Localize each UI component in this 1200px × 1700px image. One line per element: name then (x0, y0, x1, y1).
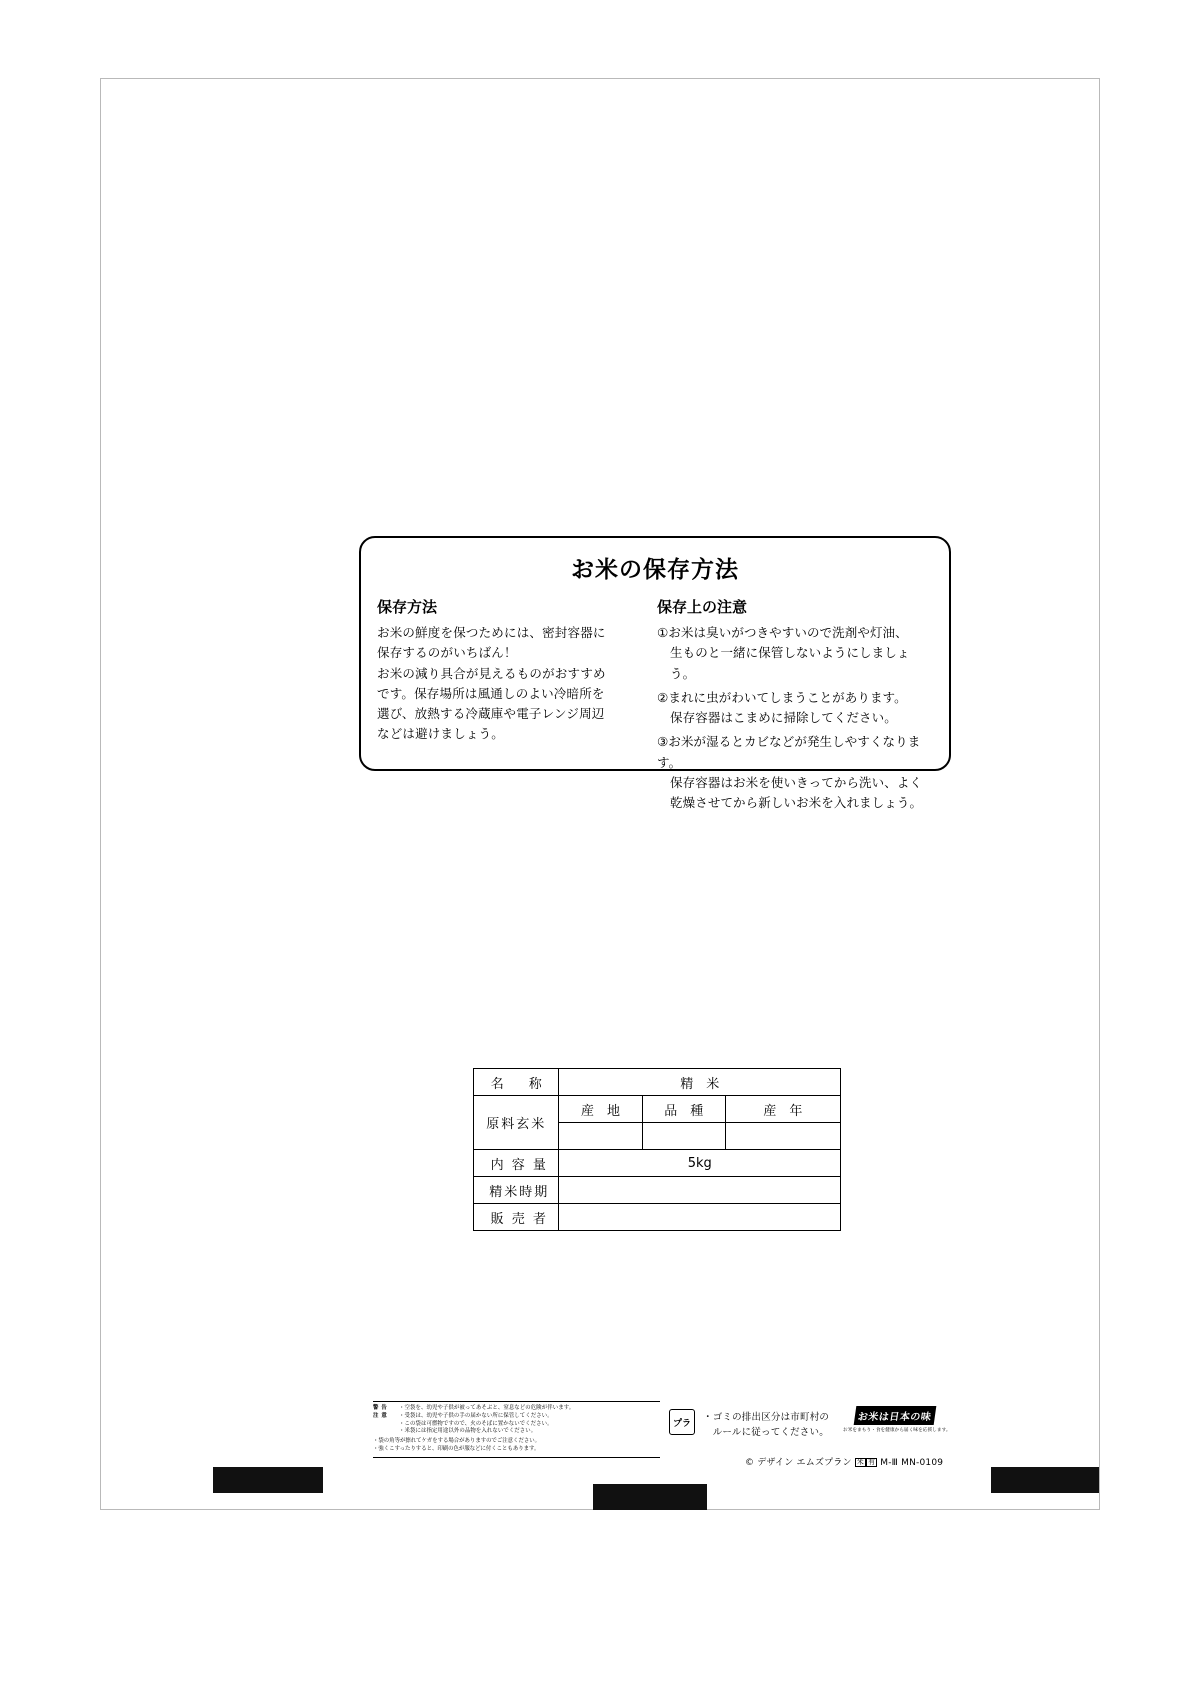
table-row-name (474, 1069, 841, 1096)
garbage-disposal-text (703, 1411, 829, 1440)
caution-note-2-line1: ②まれに虫がわいてしまうことがあります。 (657, 689, 907, 705)
storage-panel-columns (361, 596, 949, 817)
warning-tag-chui: 注意 (373, 1412, 390, 1419)
brand-logo-text: お米は日本の味 (854, 1406, 936, 1425)
warning-chui-line-2: ・この袋は可燃物ですので、火のそばに置かないでください。 (399, 1420, 553, 1427)
cell-header-variety: 品 種 (642, 1096, 725, 1123)
warning-tag-keikoku: 警告 (373, 1405, 390, 1411)
cell-header-origin: 産 地 (559, 1096, 642, 1123)
cell-seller-label: 販 売 者 (474, 1204, 559, 1231)
warning-keikoku-line-1: ・空袋を、幼児や子供が被ってあそぶと、窒息などの危険が伴います。 (399, 1405, 575, 1411)
cell-name-value: 精 米 (559, 1069, 841, 1096)
warning-extra-lines (373, 1437, 660, 1453)
registration-bar-right (991, 1467, 1099, 1493)
caution-note-3-line3: 乾燥させてから新しいお米を入れましょう。 (670, 795, 923, 810)
brand-stamp (843, 1405, 951, 1433)
storage-method-body: お米の鮮度を保つためには、密封容器に 保存するのがいちばん！ お米の減り具合が見えるものがおすすめ です。保存場所は風通しのよい冷暗所を 選び、放熱する冷蔵庫や電子レンジ周辺 などは避けましょう。 (377, 625, 606, 742)
caution-note-3 (657, 732, 933, 813)
caution-note-3-line2: 保存容器はお米を使いきってから洗い、よく (670, 774, 923, 790)
caution-note-2-line2: 保存容器はこまめに掃除してください。 (670, 710, 897, 725)
garbage-line-2: ルールに従ってください。 (703, 1426, 829, 1438)
cell-genmai-label: 原料玄米 (474, 1096, 559, 1150)
warning-lines-keikoku (399, 1405, 660, 1413)
product-info-table (473, 1068, 841, 1231)
warning-row-chui (373, 1413, 660, 1436)
credit-designer: © デザイン エムズプラン (745, 1458, 852, 1468)
storage-panel-title: お米の保存方法 (571, 557, 739, 583)
registration-bar-left (213, 1467, 323, 1493)
storage-method-column (377, 596, 657, 817)
cell-origin-value (559, 1123, 642, 1150)
cell-volume-label: 内 容 量 (474, 1150, 559, 1177)
caution-note-3-line1: ③お米が湿るとカビなどが発生しやすくなります。 (657, 734, 921, 770)
storage-caution-heading: 保存上の注意 (657, 598, 748, 616)
registration-bar-center (593, 1484, 707, 1510)
caution-note-1-line2: 生ものと一緒に保管しないようにしましょう。 (670, 645, 910, 681)
credit-code: MN-0109 (901, 1458, 944, 1468)
storage-caution-column (657, 596, 933, 817)
warning-block (373, 1401, 660, 1458)
cell-seller-value (559, 1204, 841, 1231)
garbage-line-1: ・ゴミの排出区分は市町村の (703, 1412, 830, 1423)
warning-extra-line-1: ・袋の角等が擦れてケガをする場合がありますのでご注意ください。 (373, 1438, 541, 1445)
cell-volume-value: 5kg (559, 1150, 841, 1177)
caution-note-1-line1: ①お米は臭いがつきやすいので洗剤や灯油、 (657, 625, 908, 640)
warning-chui-line-3: ・米袋には指定用途以外の品物を入れないでください。 (399, 1428, 537, 1435)
plastic-recycle-icon: プラ (669, 1409, 695, 1435)
footer-area (373, 1401, 973, 1475)
warning-chui-line-1: ・受袋は、幼児や子供の手の届かない所に保管してください。 (399, 1412, 553, 1419)
credit-mark-2: 有 (867, 1457, 876, 1466)
warning-row-keikoku (373, 1405, 660, 1413)
credit-mark-1: 米 (856, 1457, 864, 1466)
warning-extra-line-2: ・強くこすったりすると、印刷の色が服などに付くこともあります。 (373, 1446, 540, 1453)
table-row-headers (474, 1096, 841, 1123)
cell-milling-value (559, 1177, 841, 1204)
table-row-volume (474, 1150, 841, 1177)
storage-info-panel (359, 536, 951, 810)
cell-milling-label: 精米時期 (474, 1177, 559, 1204)
credit-line (745, 1455, 943, 1468)
package-sheet (100, 78, 1100, 1510)
table-row-milling (474, 1177, 841, 1204)
cell-name-label: 名 称 (474, 1069, 559, 1096)
storage-method-heading: 保存方法 (377, 598, 438, 616)
cell-header-year: 産 年 (725, 1096, 840, 1123)
credit-code-prefix: М-Ⅲ (880, 1458, 899, 1468)
cell-variety-value (642, 1123, 725, 1150)
warning-lines-chui (399, 1413, 660, 1436)
caution-note-2 (657, 688, 933, 729)
caution-note-1 (657, 623, 933, 684)
cell-year-value (725, 1123, 840, 1150)
table-row-seller (474, 1204, 841, 1231)
brand-sub-text: お米をまもり・食を健康から届く味を応援します。 (843, 1428, 951, 1433)
